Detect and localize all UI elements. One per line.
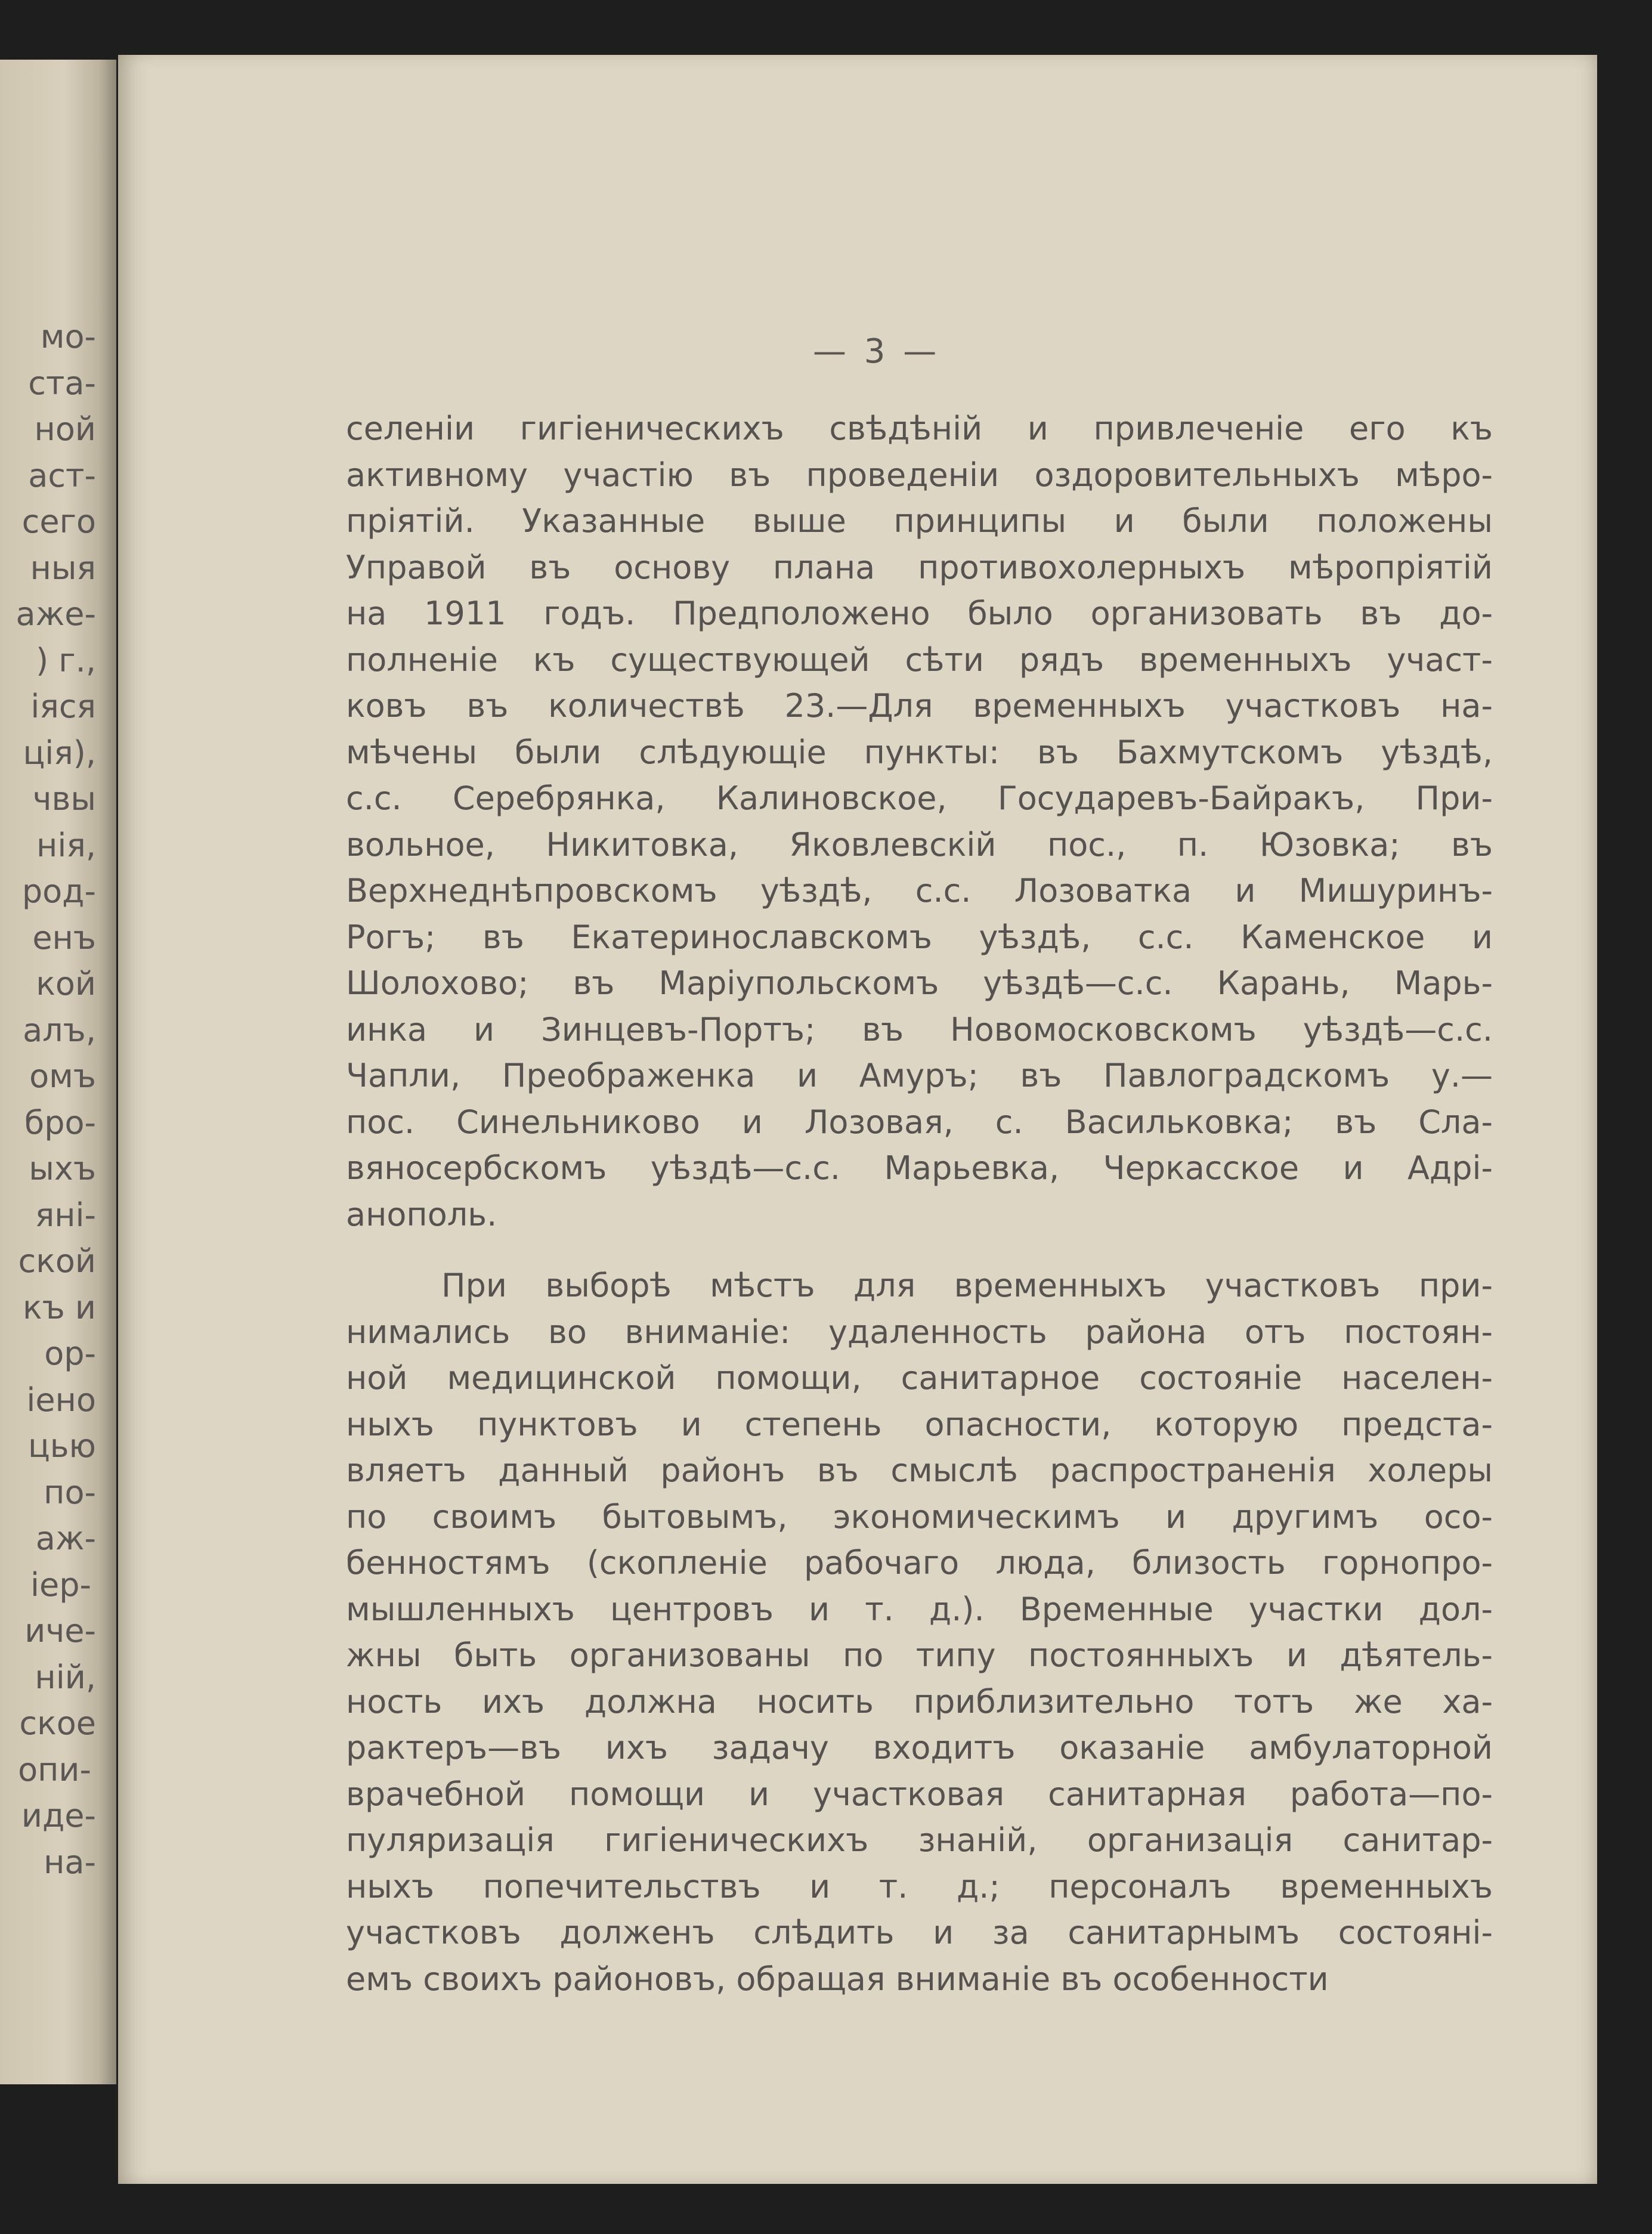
text-line: пуляризація гигіеническихъ знаній, организація санитар- [346,1821,1493,1859]
previous-page-fragment: ной [34,410,96,448]
text-line: ковъ въ количествѣ 23.—Для временныхъ участковъ на- [346,687,1493,725]
previous-page-fragment: ) г., [36,641,96,679]
text-line: Чапли, Преображенка и Амуръ; въ Павлоградскомъ у.— [346,1057,1493,1094]
text-line: ной медицинской помощи, санитарное состояніе населен- [346,1359,1493,1397]
text-line: вяносербскомъ уѣздѣ—с.с. Марьевка, Черкасское и Адрі- [346,1149,1493,1187]
previous-page-fragment: опи- [18,1750,91,1789]
previous-page-fragment: яні- [35,1196,96,1234]
previous-page-fragment: омъ [29,1057,96,1095]
previous-page-fragment: чвы [32,780,96,818]
text-line: нимались во вниманіе: удаленность района отъ постоян- [346,1313,1493,1351]
previous-page-fragment: ыхъ [29,1150,96,1187]
previous-page-fragment: аж- [35,1520,96,1557]
text-line: по своимъ бытовымъ, экономическимъ и другимъ осо- [346,1497,1493,1536]
text-line: бенностямъ (скопленіе рабочаго люда, близость горнопро- [346,1544,1493,1582]
previous-page-fragment: іяся [30,688,96,725]
previous-page-fragment: бро- [24,1103,96,1141]
previous-page-fragment: енъ [32,918,96,957]
previous-page-fragment: мо- [40,318,96,355]
previous-page-fragment: іер- [30,1565,91,1604]
previous-page-fragment: іено [26,1381,96,1419]
page-number: — 3 — [813,332,941,371]
previous-page-fragment: род- [21,872,96,910]
text-line: ность ихъ должна носить приблизительно тотъ же ха- [346,1682,1493,1721]
text-line: активному участію въ проведеніи оздоровительныхъ мѣро- [346,456,1493,494]
text-line: участковъ долженъ слѣдить и за санитарнымъ состояні- [346,1914,1493,1951]
text-line: емъ своихъ районовъ, обращая вниманіе въ особенности [346,1960,1329,1998]
previous-page-fragment: по- [44,1473,96,1511]
text-line: анополь. [346,1195,497,1233]
text-line: с.с. Серебрянка, Калиновское, Государевъ-Байракъ, При- [346,779,1493,817]
text-line: пріятій. Указанные выше принципы и были положены [346,502,1493,540]
text-line: ныхъ пунктовъ и степень опасности, которую предста- [346,1405,1493,1443]
text-line: вляетъ данный районъ въ смыслѣ распространенія холеры [346,1452,1493,1489]
previous-page-fragment: къ и [22,1288,96,1326]
previous-page-fragment: алъ, [23,1011,96,1049]
text-line: полненіе къ существующей сѣти рядъ временныхъ участ- [346,641,1493,679]
previous-page-fragment: на- [44,1843,96,1881]
text-line: рактеръ—въ ихъ задачу входитъ оказаніе амбулаторной [346,1729,1493,1766]
previous-page-fragment: ор- [44,1335,96,1372]
previous-page-fragment: аже- [16,595,96,633]
text-line: Рогъ; въ Екатеринославскомъ уѣздѣ, с.с. Каменское и [346,918,1493,956]
previous-page-fragment: кой [36,965,96,1002]
text-line: жны быть организованы по типу постоянныхъ и дѣятель- [346,1636,1493,1674]
text-line: Управой въ основу плана противохолерныхъ мѣропріятій [346,548,1493,586]
text-line: мѣчены были слѣдующіе пункты: въ Бахмутскомъ уѣздѣ, [346,733,1493,771]
text-line: селеніи гигіеническихъ свѣдѣній и привлеченіе его къ [346,410,1493,447]
text-line: вольное, Никитовка, Яковлевскій пос., п. Юзовка; въ [346,825,1493,864]
previous-page-fragment: иче- [24,1612,96,1650]
previous-page [0,60,116,2084]
previous-page-fragment: ція), [23,734,96,772]
text-line: врачебной помощи и участковая санитарная работа—по- [346,1775,1493,1813]
previous-page-fragment: нія, [36,826,96,864]
previous-page-fragment: цью [27,1427,96,1465]
previous-page-fragment: ній, [35,1658,96,1696]
text-line: мышленныхъ центровъ и т. д.). Временные участки дол- [346,1590,1493,1628]
paragraph-gap [346,1237,1493,1263]
previous-page-fragment: ское [19,1704,96,1742]
text-line: пос. Синельниково и Лозовая, с. Васильковка; въ Сла- [346,1103,1493,1141]
body-text [346,406,1493,2002]
text-line: инка и Зинцевъ-Портъ; въ Новомосковскомъ уѣздѣ—с.с. [346,1010,1493,1048]
page [118,55,1597,2184]
previous-page-fragment: ста- [28,364,96,402]
text-line: на 1911 годъ. Предположено было организовать въ до- [346,595,1493,632]
text-line: ныхъ попечительствъ и т. д.; персоналъ временныхъ [346,1867,1493,1905]
previous-page-fragment: иде- [21,1797,96,1834]
previous-page-fragment: ской [18,1242,96,1280]
text-line: Верхнеднѣпровскомъ уѣздѣ, с.с. Лозоватка и Мишуринъ- [346,872,1493,909]
previous-page-fragment: аст- [28,456,96,494]
previous-page-fragment: сего [21,503,96,540]
previous-page-fragment: ныя [30,549,96,587]
text-line: Шолохово; въ Маріупольскомъ уѣздѣ—с.с. Карань, Марь- [346,964,1493,1002]
text-line: При выборѣ мѣстъ для временныхъ участковъ при- [441,1267,1493,1304]
